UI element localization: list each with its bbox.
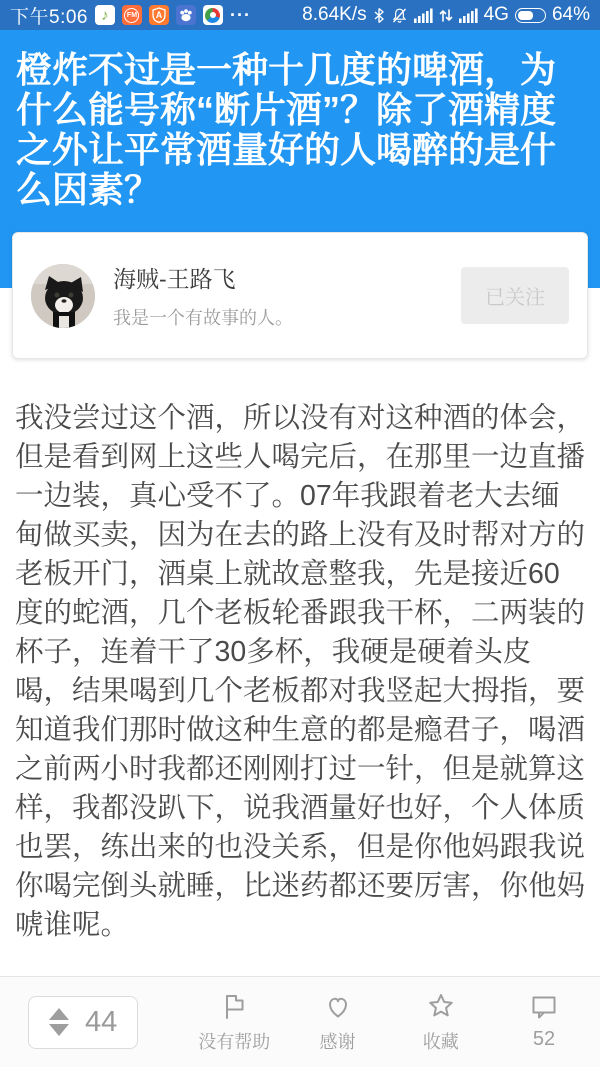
author-name[interactable]: 海贼-王路飞: [113, 266, 236, 292]
author-card: [12, 232, 588, 359]
comments-button[interactable]: [506, 991, 582, 1054]
toolbar-actions: [138, 991, 582, 1054]
avatar[interactable]: [31, 264, 95, 328]
battery-percent-text: 64%: [551, 4, 590, 25]
status-bar-left: [10, 2, 251, 29]
battery-icon: [515, 8, 546, 23]
thanks-button[interactable]: [300, 991, 376, 1054]
comment-bubble-icon: [529, 991, 559, 1021]
security-shield-icon: A: [149, 5, 169, 25]
flag-icon: [219, 991, 249, 1021]
comment-count: 52: [532, 1027, 556, 1050]
signal-strength-icon-2: [459, 8, 478, 23]
status-bar: [0, 0, 600, 30]
status-bar-right: [302, 4, 590, 26]
avatar-image: [31, 264, 95, 328]
vote-button[interactable]: [28, 996, 138, 1049]
author-info: [113, 261, 461, 330]
favorite-label: 收藏: [422, 1031, 459, 1052]
app-center-icon: [203, 5, 223, 25]
question-title[interactable]: 橙炸不过是一种十几度的啤酒，为什么能号称“断片酒”？除了酒精度之外让平常酒量好的人喝醉的是什么因素？: [16, 49, 557, 210]
mute-bell-icon: [391, 7, 408, 24]
clock-text: 下午5:06: [10, 6, 88, 28]
vote-count: 44: [85, 1005, 118, 1038]
followed-button[interactable]: 已关注: [461, 267, 569, 324]
upvote-icon[interactable]: [49, 1008, 69, 1020]
not-helpful-button[interactable]: [196, 991, 272, 1054]
signal-strength-icon: [414, 8, 433, 23]
author-bio: 我是一个有故事的人。: [113, 308, 293, 328]
answer-body-text: 我没尝过这个酒，所以没有对这种酒的体会，但是看到网上这些人喝完后，在那里一边直播一边装，真心受不了。07年我跟着老大去缅甸做买卖，因为在去的路上没有及时帮对方的老板开门，酒桌上就故意整我，先是接近60度的蛇酒，几个老板轮番跟我干杯，二两装的杯子，连着干了30多杯，我硬是硬着头皮喝，结果喝到几个老板都对我竖起大拇指，要知道我们那时做这种生意的都是瘾君子，喝酒之前两小时我都还刚刚打过一针，但是就算这样，我都没趴下，说我酒量好也好，个人体质也罢，练出来的也没关系，但是你他妈跟我说你喝完倒头就睡，比迷药都还要厉害，你他妈唬谁呢。: [15, 402, 586, 941]
heart-icon: [323, 991, 353, 1021]
thanks-label: 感谢: [319, 1031, 356, 1052]
downvote-icon[interactable]: [49, 1024, 69, 1036]
qq-music-icon: ♪: [95, 5, 115, 25]
baidu-tieba-icon: [176, 5, 196, 25]
bottom-toolbar: [0, 976, 600, 1067]
star-icon: [426, 991, 456, 1021]
network-speed-text: 8.64K/s: [302, 4, 367, 25]
fm-radio-icon: FM: [122, 5, 142, 25]
updown-traffic-icon: [439, 8, 453, 23]
vote-arrows: [49, 1008, 69, 1036]
more-notifications-icon: ...: [229, 0, 251, 21]
not-helpful-label: 没有帮助: [198, 1031, 271, 1052]
favorite-button[interactable]: [403, 991, 479, 1054]
network-type-text: 4G: [483, 4, 509, 25]
bluetooth-icon: [373, 7, 385, 24]
